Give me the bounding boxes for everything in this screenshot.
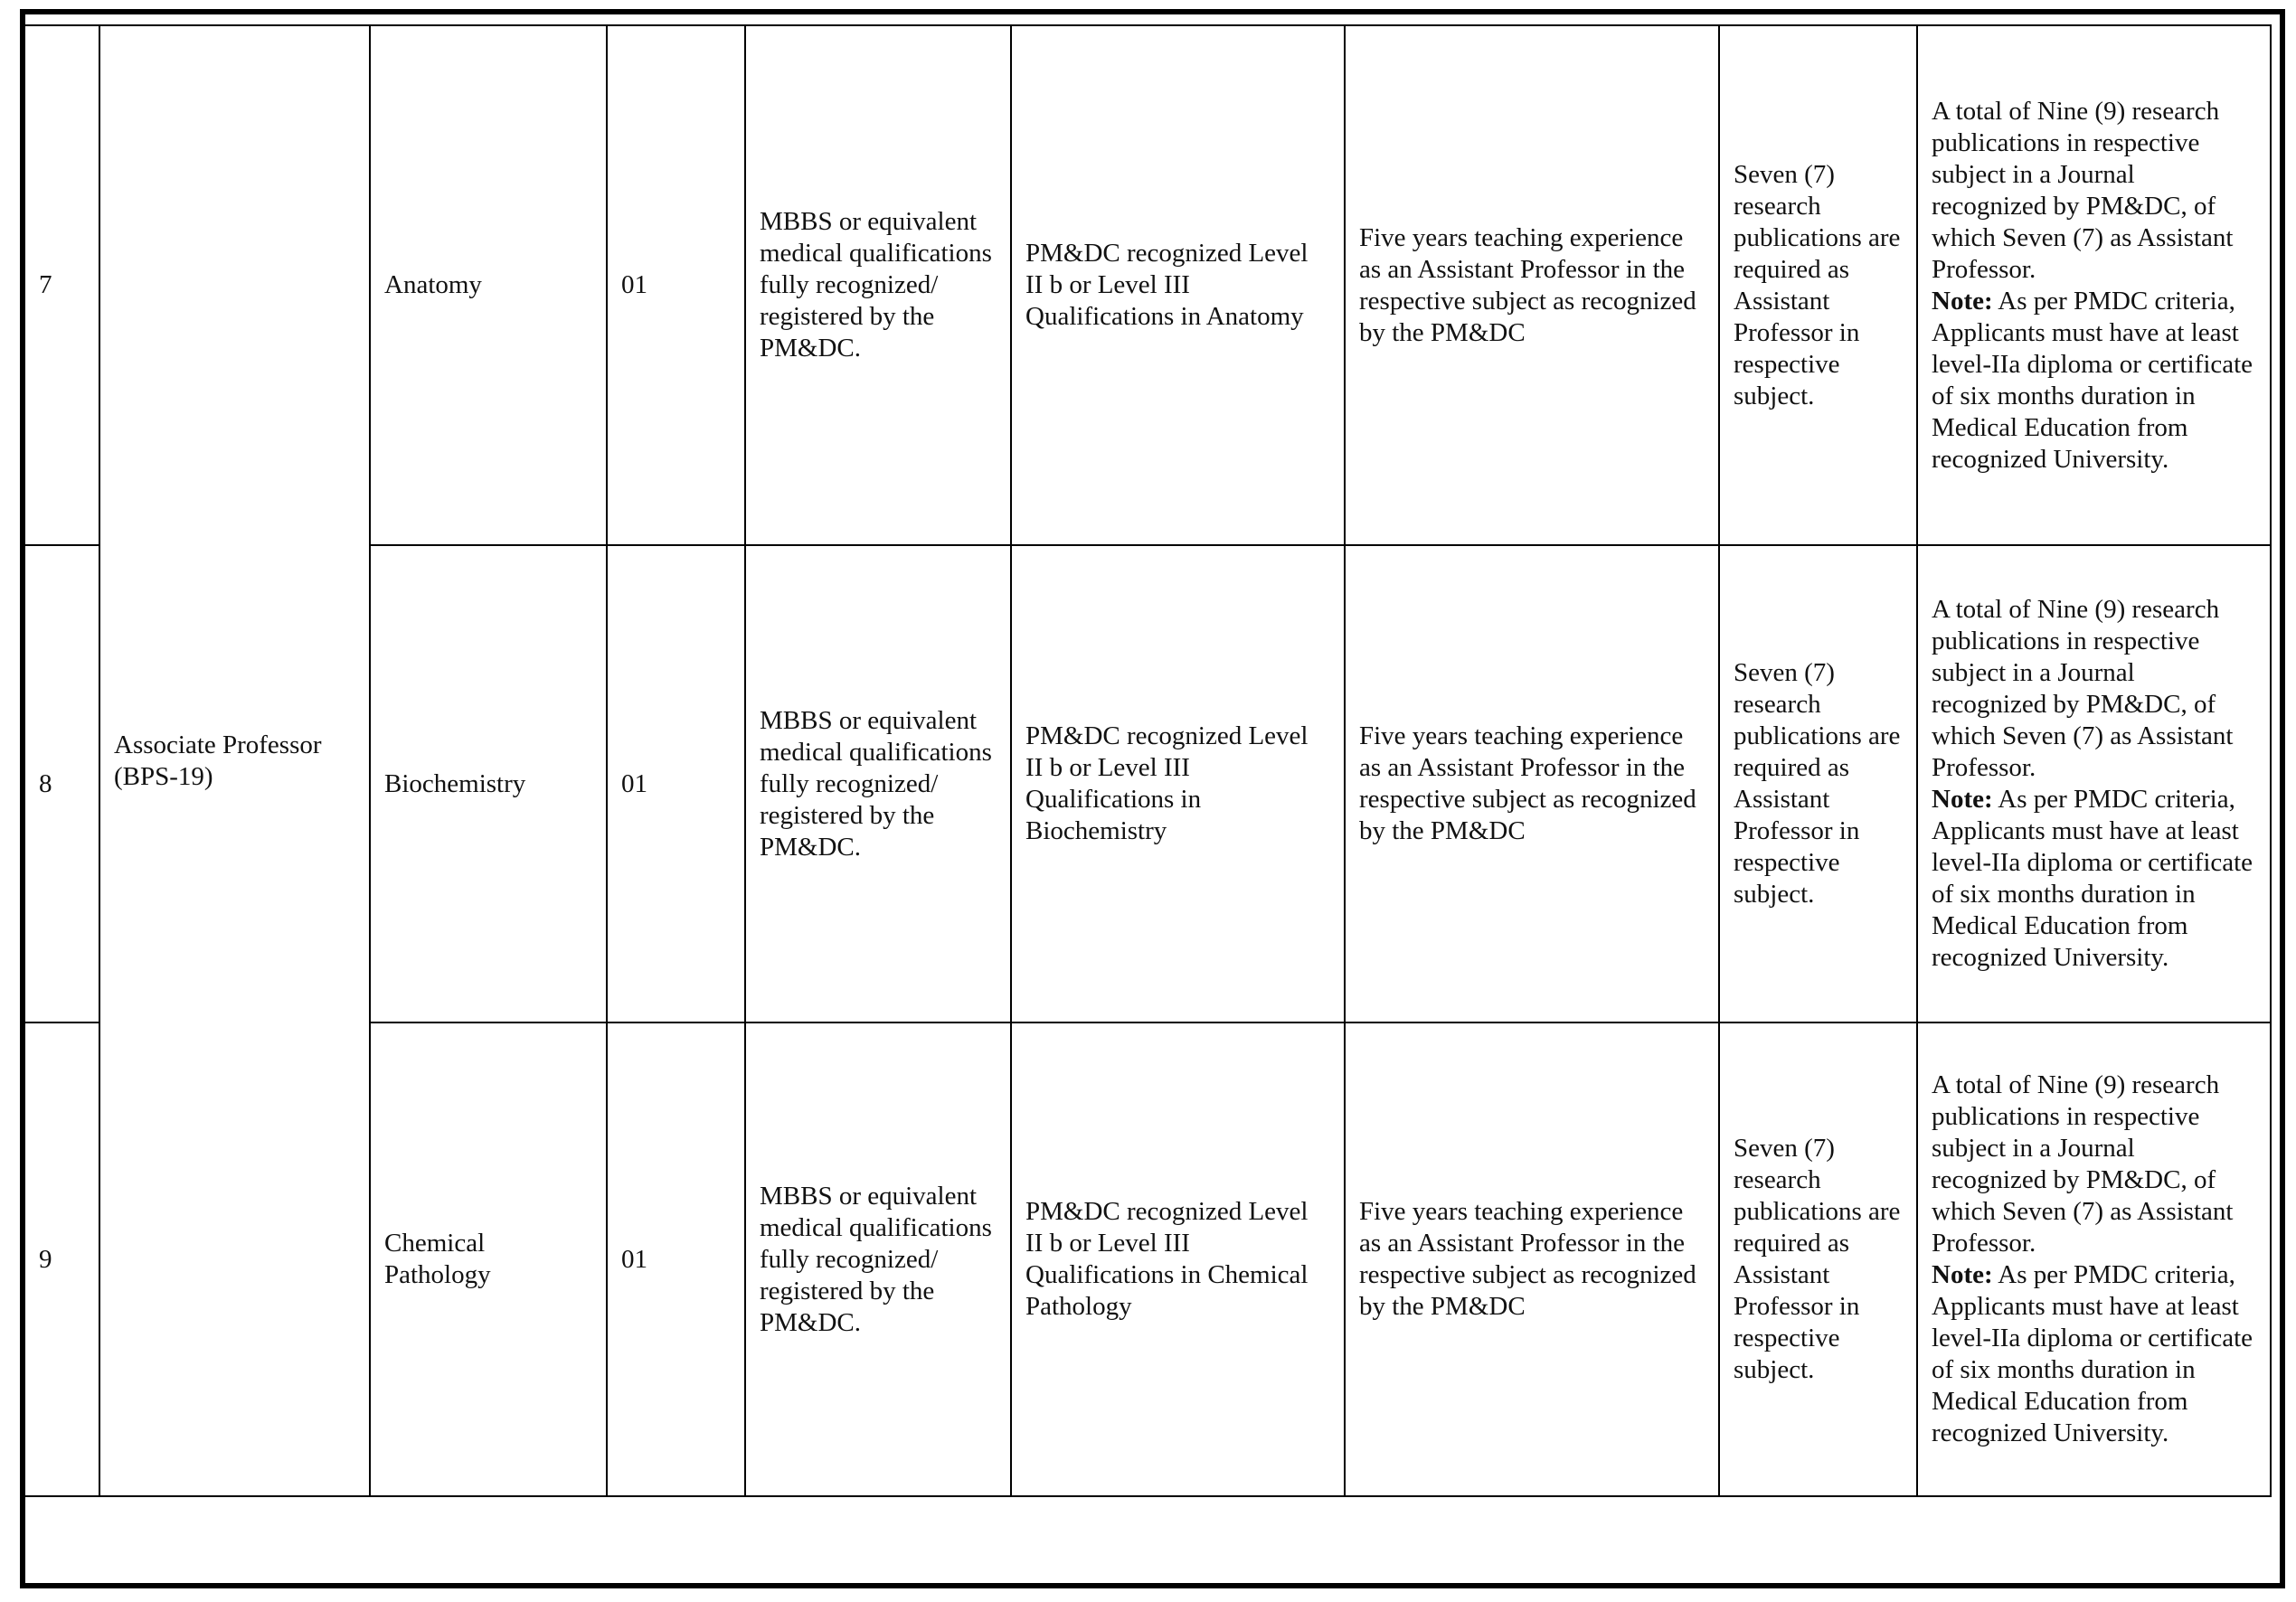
serial-number-cell: 8 [24, 545, 99, 1022]
number-of-posts-cell: 01 [607, 1022, 745, 1496]
subject-cell: Biochemistry [370, 545, 607, 1022]
publications-cell: Seven (7) research publications are required as Assistant Professor in respective subject. [1719, 545, 1917, 1022]
posts-table [24, 24, 2272, 1497]
higher-qualification-cell: PM&DC recognized Level II b or Level III Qualifications in Biochemistry [1011, 545, 1345, 1022]
total-publications-text: A total of Nine (9) research publications in respective subject in a Journal recognized by PM&DC, of which Seven (7) as Assistant Professor. [1932, 1070, 2234, 1258]
serial-number-cell: 9 [24, 1022, 99, 1496]
basic-qualification-cell: MBBS or equivalent medical qualifications fully recognized/ registered by the PM&DC. [745, 1022, 1011, 1496]
eligibility-cell [1917, 25, 2271, 545]
post-title-cell: Associate Professor (BPS-19) [99, 25, 370, 1496]
number-of-posts-cell: 01 [607, 25, 745, 545]
total-publications-text: A total of Nine (9) research publications in respective subject in a Journal recognized by PM&DC, of which Seven (7) as Assistant Professor. [1932, 595, 2234, 782]
table-row [24, 25, 2271, 545]
number-of-posts-cell: 01 [607, 545, 745, 1022]
higher-qualification-cell: PM&DC recognized Level II b or Level III Qualifications in Chemical Pathology [1011, 1022, 1345, 1496]
note-label: Note: [1932, 286, 1993, 316]
higher-qualification-cell: PM&DC recognized Level II b or Level III Qualifications in Anatomy [1011, 25, 1345, 545]
publications-cell: Seven (7) research publications are required as Assistant Professor in respective subject. [1719, 1022, 1917, 1496]
experience-cell: Five years teaching experience as an Assistant Professor in the respective subject as recognized by the PM&DC [1345, 25, 1719, 545]
note-label: Note: [1932, 1260, 1993, 1289]
serial-number-cell: 7 [24, 25, 99, 545]
eligibility-cell [1917, 1022, 2271, 1496]
note-text: As per PMDC criteria, Applicants must have at least level-IIa diploma or certificate of six months duration in Medical Education from recognized University. [1932, 785, 2253, 972]
experience-cell: Five years teaching experience as an Assistant Professor in the respective subject as recognized by the PM&DC [1345, 1022, 1719, 1496]
subject-cell: Chemical Pathology [370, 1022, 607, 1496]
basic-qualification-cell: MBBS or equivalent medical qualifications fully recognized/ registered by the PM&DC. [745, 25, 1011, 545]
experience-cell: Five years teaching experience as an Assistant Professor in the respective subject as recognized by the PM&DC [1345, 545, 1719, 1022]
total-publications-text: A total of Nine (9) research publications in respective subject in a Journal recognized by PM&DC, of which Seven (7) as Assistant Professor. [1932, 96, 2234, 284]
subject-cell: Anatomy [370, 25, 607, 545]
note-label: Note: [1932, 785, 1993, 814]
note-text: As per PMDC criteria, Applicants must have at least level-IIa diploma or certificate of six months duration in Medical Education from recognized University. [1932, 286, 2253, 474]
publications-cell: Seven (7) research publications are required as Assistant Professor in respective subject. [1719, 25, 1917, 545]
note-text: As per PMDC criteria, Applicants must have at least level-IIa diploma or certificate of six months duration in Medical Education from recognized University. [1932, 1260, 2253, 1447]
basic-qualification-cell: MBBS or equivalent medical qualifications fully recognized/ registered by the PM&DC. [745, 545, 1011, 1022]
eligibility-cell [1917, 545, 2271, 1022]
